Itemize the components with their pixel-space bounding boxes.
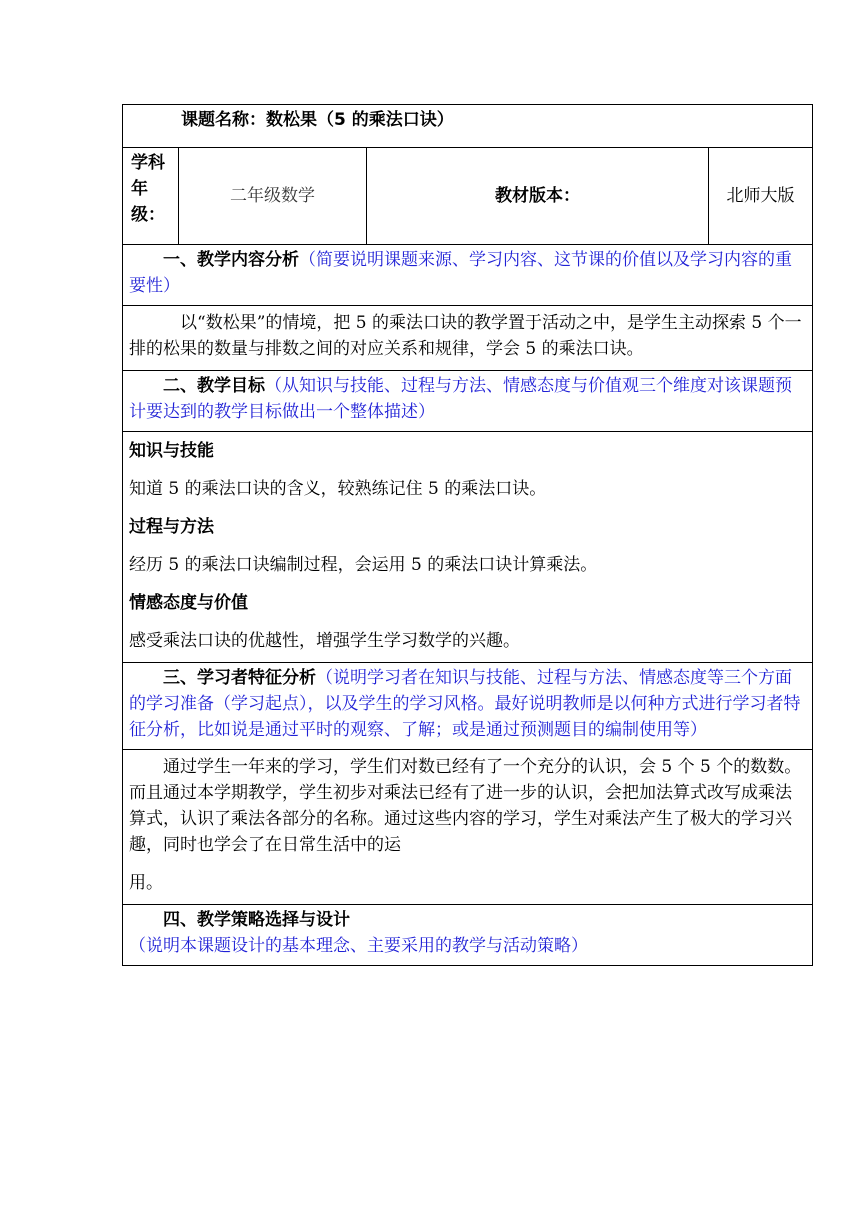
section1-heading: 一、教学内容分析 <box>163 250 299 270</box>
section3-body-tail: 用。 <box>129 873 163 893</box>
section2-header <box>123 371 813 432</box>
goal-title: 知识与技能 <box>129 441 214 461</box>
section1-header <box>123 245 813 306</box>
section4-note: （说明本课题设计的基本理念、主要采用的教学与活动策略） <box>129 936 588 956</box>
section3-header <box>123 663 813 750</box>
section4-header <box>123 905 813 966</box>
section2-note: （从知识与技能、过程与方法、情感态度与价值观三个维度对该课题预计要达到的教学目标做出一个整体描述） <box>129 376 792 422</box>
lesson-title: 课题名称：数松果（5 的乘法口诀） <box>123 105 813 148</box>
section3-heading: 三、学习者特征分析 <box>163 668 316 688</box>
textbook-label: 教材版本： <box>367 148 709 245</box>
section3-note: （说明学习者在知识与技能、过程与方法、情感态度等三个方面的学习准备（学习起点），以及学生的学习风格。最好说明教师是以何种方式进行学习者特征分析，比如说是通过平时的观察、了解；或是通过预测题目的编制使用等） <box>129 668 801 740</box>
goal-text: 感受乘法口诀的优越性，增强学生学习数学的兴趣。 <box>129 631 520 651</box>
goal-text: 知道 5 的乘法口诀的含义，较熟练记住 5 的乘法口诀。 <box>129 479 547 499</box>
section4-heading: 四、教学策略选择与设计 <box>163 910 350 930</box>
goals-cell <box>123 432 813 663</box>
section3-body-cell <box>123 750 813 905</box>
goal-title: 过程与方法 <box>129 517 214 537</box>
section2-heading: 二、教学目标 <box>163 376 265 396</box>
subject-label: 学科年级： <box>123 148 179 245</box>
goal-text: 经历 5 的乘法口诀编制过程，会运用 5 的乘法口诀计算乘法。 <box>129 555 598 575</box>
goal-title: 情感态度与价值 <box>129 593 248 613</box>
section3-body: 通过学生一年来的学习，学生们对数已经有了一个充分的认识，会 5 个 5 个的数数。而且通过本学期教学，学生初步对乘法已经有了进一步的认识，会把加法算式改写成乘法算式，认识了乘法各部分的名称。通过这些内容的学习，学生对乘法产生了极大的学习兴趣，同时也学会了在日常生活中的运 <box>129 757 802 855</box>
textbook-value: 北师大版 <box>709 148 813 245</box>
subject-value: 二年级数学 <box>179 148 367 245</box>
section1-note: （简要说明课题来源、学习内容、这节课的价值以及学习内容的重要性） <box>129 250 792 296</box>
section1-body: 以“数松果”的情境，把 5 的乘法口诀的教学置于活动之中，是学生主动探索 5 个一排的松果的数量与排数之间的对应关系和规律，学会 5 的乘法口诀。 <box>123 306 813 371</box>
lesson-plan-table <box>122 104 813 966</box>
